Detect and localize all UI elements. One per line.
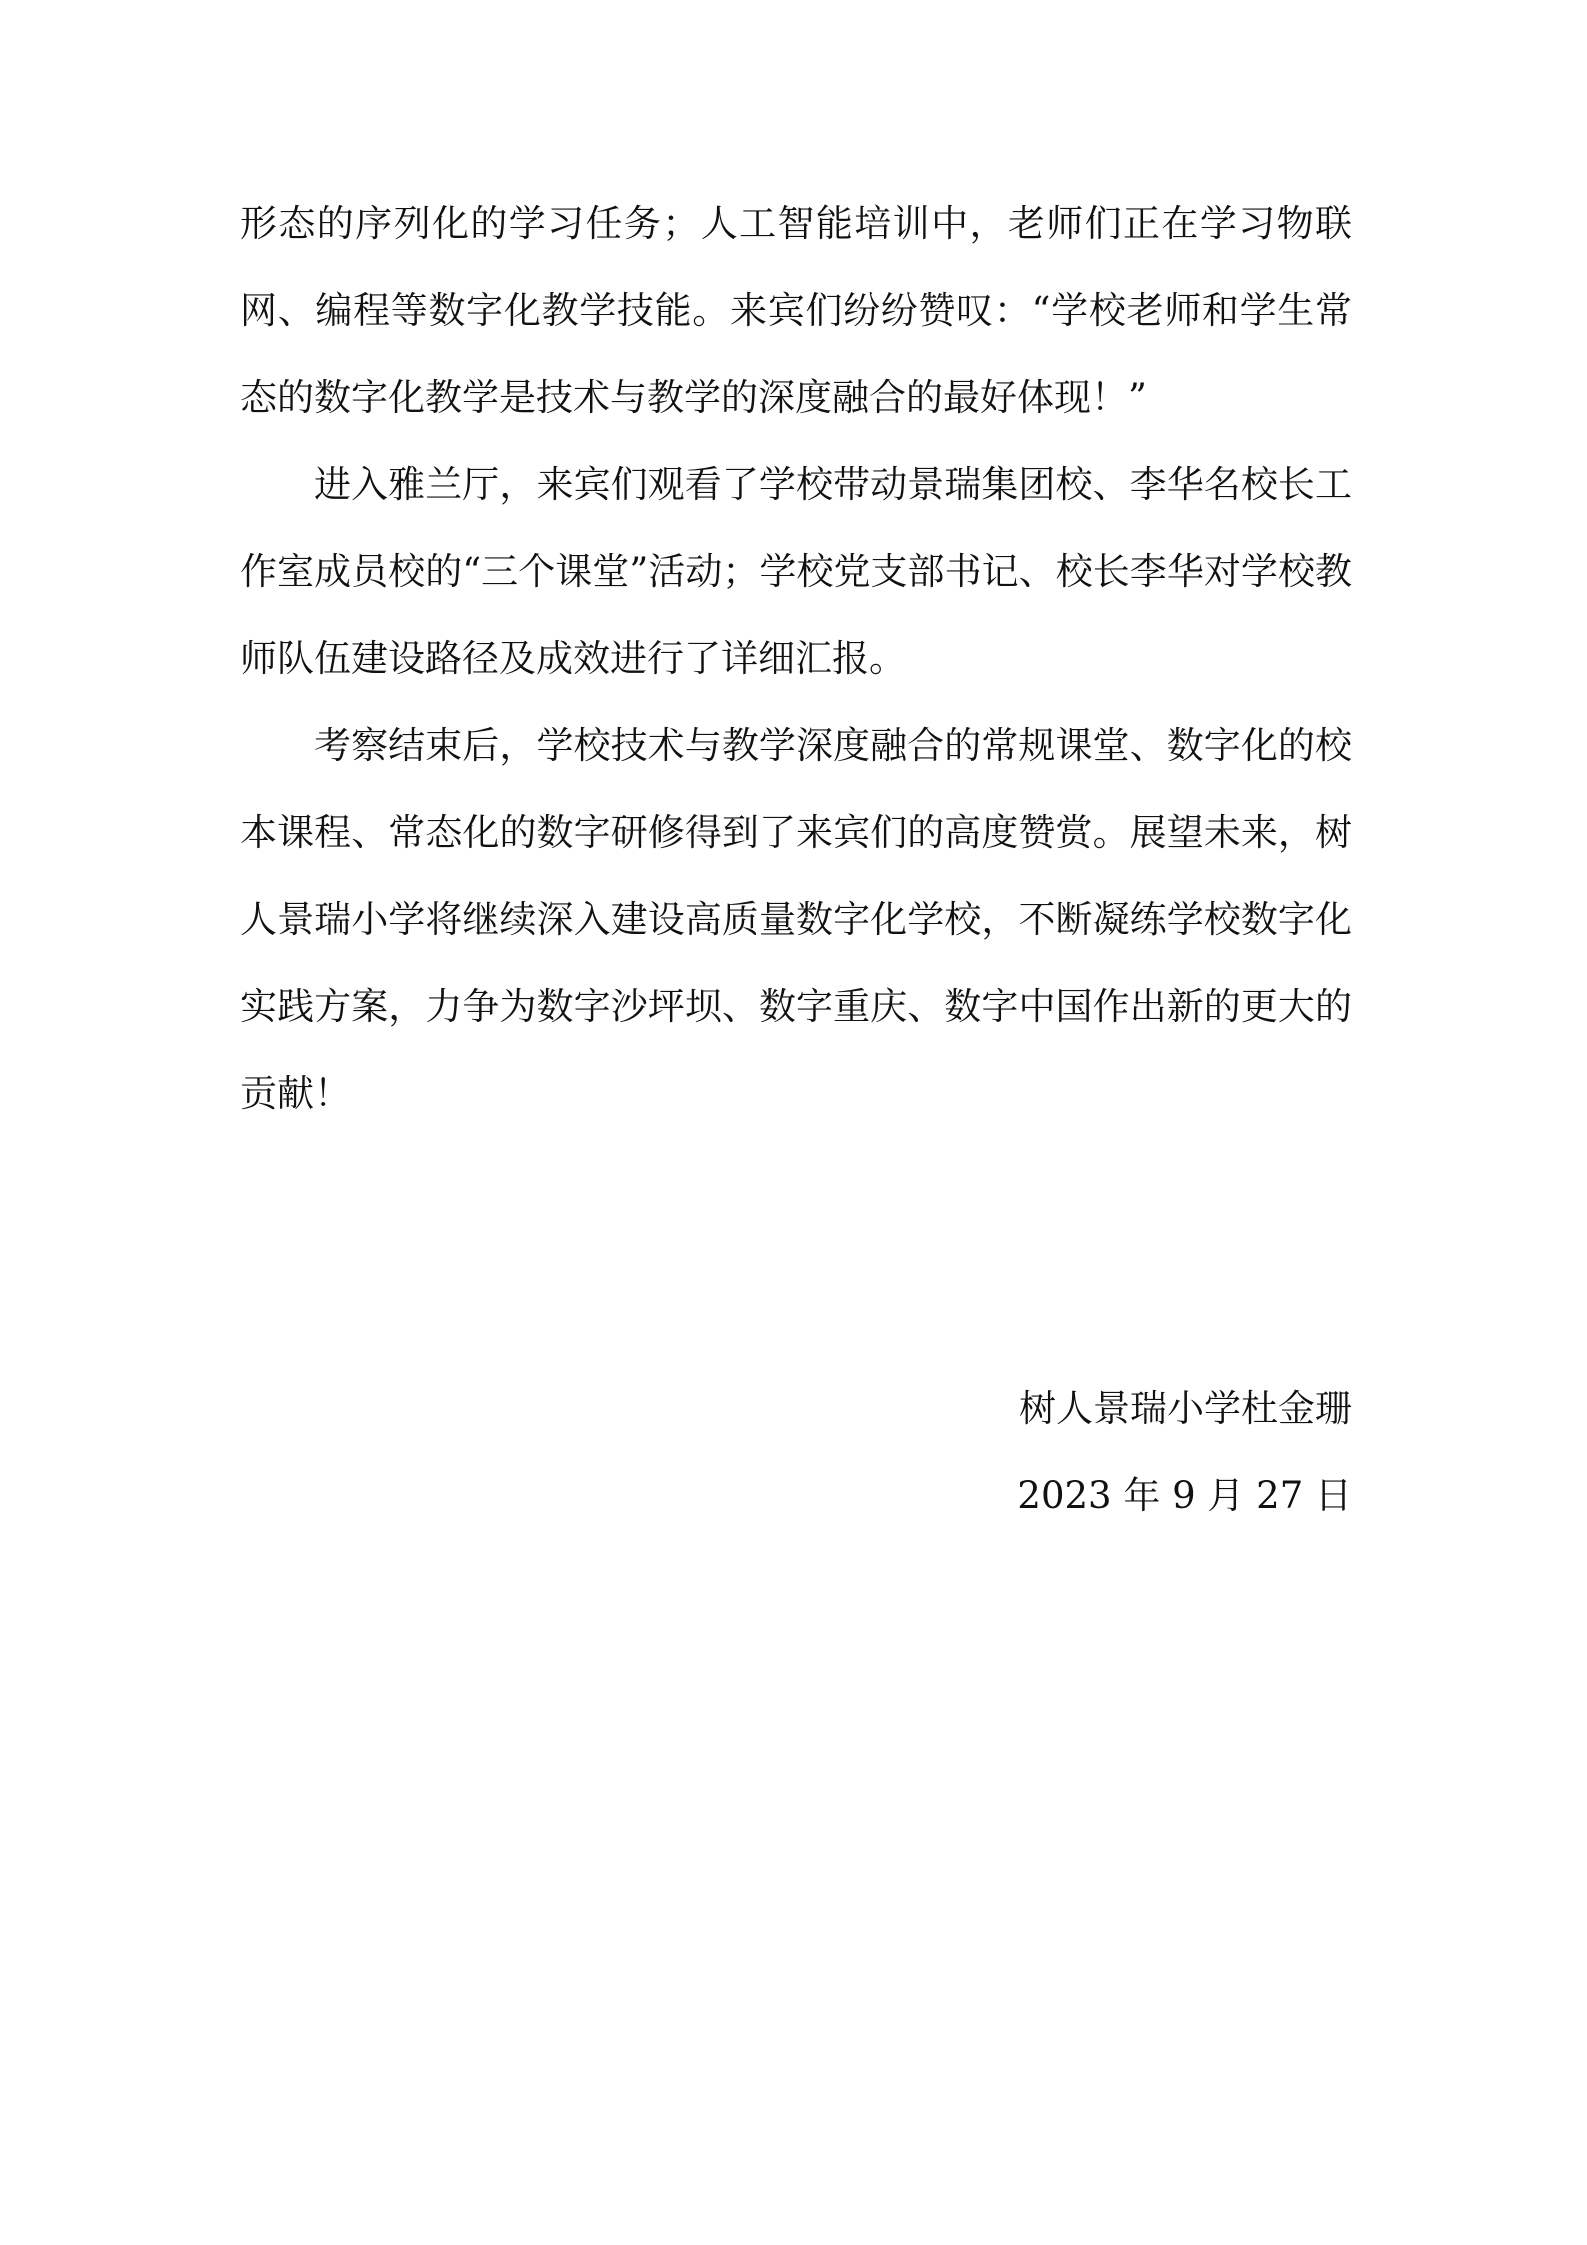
signature-author: 树人景瑞小学杜金珊 (1019, 1387, 1352, 1430)
document-body (240, 180, 1352, 1137)
paragraph-conclusion: 考察结束后，学校技术与教学深度融合的常规课堂、数字化的校本课程、常态化的数字研修得到了来宾们的高度赞赏。展望未来，树人景瑞小学将继续深入建设高质量数字化学校，不断凝练学校数字化实践方案，力争为数字沙坪坝、数字重庆、数字中国作出新的更大的贡献！ (240, 724, 1352, 1115)
signature-block (240, 1365, 1352, 1539)
signature-date: 2023 年 9 月 27 日 (1017, 1474, 1352, 1517)
paragraph-continuation: 形态的序列化的学习任务；人工智能培训中，老师们正在学习物联网、编程等数字化教学技能。来宾们纷纷赞叹：“学校老师和学生常态的数字化教学是技术与教学的深度融合的最好体现！” (240, 202, 1352, 419)
paragraph-yalan-hall: 进入雅兰厅，来宾们观看了学校带动景瑞集团校、李华名校长工作室成员校的“三个课堂”活动；学校党支部书记、校长李华对学校教师队伍建设路径及成效进行了详细汇报。 (240, 463, 1352, 680)
